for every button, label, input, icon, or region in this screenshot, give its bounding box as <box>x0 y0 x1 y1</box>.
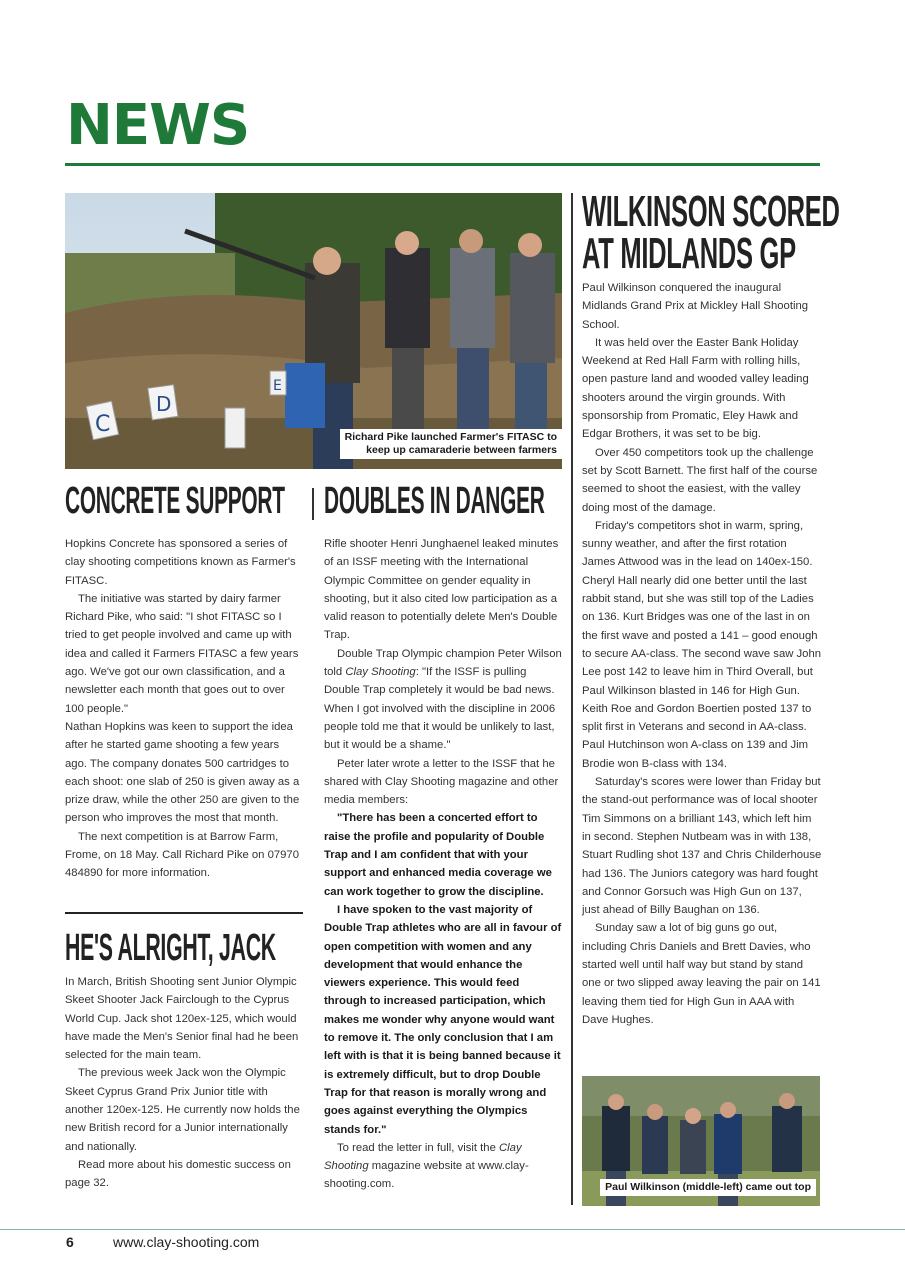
headline-divider <box>312 488 314 520</box>
stand-sign-d: D <box>156 392 172 416</box>
headline-line: WILKINSON SCORED <box>582 187 840 236</box>
photo-shooters-image <box>65 193 562 469</box>
paragraph: Read more about his domestic success on page 32. <box>65 1158 291 1190</box>
photo-winners-caption: Paul Wilkinson (middle-left) came out top <box>600 1179 816 1196</box>
stand-sign-c: C <box>95 412 111 437</box>
quote-paragraph: "There has been a concerted effort to raise the profile and popularity of Double Trap and I am confident that with your support and enhanced media coverage we can work together to grow the discipline. <box>324 812 552 898</box>
paragraph: Rifle shooter Henri Junghaenel leaked minutes of an ISSF meeting with the International Olympic Committee on gender equality in shooting, but it also cited low participation as a valid reason to potentially delete Men's Double Trap. <box>324 538 559 642</box>
paragraph: Hopkins Concrete has sponsored a series of clay shooting competitions known as Farmer's FITASC. <box>65 538 296 587</box>
masthead-title: NEWS <box>66 93 250 158</box>
paragraph: In March, British Shooting sent Junior Olympic Skeet Shooter Jack Fairclough to the Cyprus World Cup. Jack shot 120ex-125, which would have made the Men's Senior final had he been selected for the main team. <box>65 976 299 1062</box>
paragraph: Peter later wrote a letter to the ISSF that he shared with Clay Shooting magazine and other media members: <box>324 757 559 807</box>
photo-shooters <box>65 193 562 469</box>
concrete-article <box>65 535 303 883</box>
paragraph <box>324 645 562 755</box>
doubles-article <box>324 535 562 1194</box>
paragraph: Saturday's scores were lower than Friday but the stand-out performance was of local shooter Tim Simmons on a brilliant 143, which left him in second. Stephen Nutbeam was in with 138, Stuart Rudling shot 137 and Chris Childerhouse had 136. The Juniors category was hard fought and Connor Gorsuch was High Gun on 137, just ahead of Billy Baughan on 136. <box>582 776 822 917</box>
page-number: 6 <box>66 1234 74 1250</box>
magazine-name: Clay Shooting <box>345 666 416 679</box>
paragraph: The initiative was started by dairy farmer Richard Pike, who said: "I shot FITASC so I tried to get people involved and came up with idea and called it Farmers FITASC a few years ago. We've got our own classification, and a newsletter each month that goes out to over 100 people." <box>65 592 299 715</box>
photo-shooters-caption <box>340 429 562 459</box>
photo-winners <box>582 1076 820 1206</box>
paragraph: The previous week Jack won the Olympic Skeet Cyprus Grand Prix Junior title with another 120ex-125. He currently now holds the new British record for a Junior internationally and nationally. <box>65 1067 300 1153</box>
paragraph: Friday's competitors shot in warm, spring, sunny weather, and after the first rotation James Attwood was in the lead on 140ex-150. Cheryl Hall nearly did one better until the last rabbit stand, but she was still top of the Ladies on 136. Kurt Bridges was one of the last in on the first wave and posted a 141 – good enough to secure AA-class. The second wave saw John Lee post 142 to leave him in Third Overall, but Paul Wilkinson blasted in 146 for High Gun. Keith Roe and Gordon Boertien posted 137 to split first in Veterans and second in AA-class. Paul Hutchinson won A-class on 139 and Jim Brodie won B-class with 134. <box>582 519 822 770</box>
text: Double Trap Olympic champion Peter Wilson told <box>324 647 562 679</box>
jack-headline: HE'S ALRIGHT, JACK <box>65 927 276 969</box>
text: : "If the ISSF is pulling Double Trap completely it would be bad news. When I got involved with the discipline in 2006 people told me that it would be unlikely to last, but it would be a shame." <box>324 666 556 752</box>
doubles-headline: DOUBLES IN DANGER <box>324 480 545 522</box>
concrete-headline: CONCRETE SUPPORT <box>65 480 285 522</box>
text: To read the letter in full, visit the <box>337 1141 500 1154</box>
paragraph <box>324 1139 562 1194</box>
stand-sign-e: E <box>273 378 282 394</box>
magazine-name: Clay Shooting <box>324 1141 522 1173</box>
masthead-rule <box>65 163 820 166</box>
paragraph: Over 450 competitors took up the challenge set by Scott Barnett. The first half of the course seemed to shoot the easiest, with the valley doing most of the damage. <box>582 446 818 514</box>
caption-line: Richard Pike launched Farmer's FITASC to <box>344 431 557 443</box>
headline-line: AT MIDLANDS GP <box>582 229 796 278</box>
wilkinson-headline <box>582 187 840 278</box>
quote-paragraph: I have spoken to the vast majority of Double Trap athletes who are all in favour of open competition with women and any development that would enhance the viewers experience. This would feed through to increased participation, which makes me wonder why anyone would want to remove it. The only conclusion that I am left with is that it is being banned because it is extremely difficult, but to drop Double Trap for that reason is morally wrong and goes against everything the Olympics stands for." <box>324 903 562 1136</box>
paragraph: Sunday saw a lot of big guns go out, including Chris Daniels and Brett Davies, who started well until half way but stand by stand one or two slipped away leaving the pair on 141 leaving them tied for High Gun in AAA with Dave Hughes. <box>582 922 821 1026</box>
article-divider <box>65 912 303 914</box>
footer-rule <box>0 1229 905 1230</box>
paragraph: The next competition is at Barrow Farm, Frome, on 18 May. Call Richard Pike on 07970 484890 for more information. <box>65 830 300 880</box>
paragraph: Paul Wilkinson conquered the inaugural Midlands Grand Prix at Mickley Hall Shooting School. <box>582 282 809 331</box>
footer-website: www.clay-shooting.com <box>113 1234 260 1250</box>
paragraph: It was held over the Easter Bank Holiday Weekend at Red Hall Farm with rolling hills, open pasture land and wooded valley leading shooters around the virgin grounds. With sponsorship from Promatic, Eley Hawk and Edgar Brothers, it was set to be big. <box>582 336 809 441</box>
caption-line: keep up camaraderie between farmers <box>366 444 557 456</box>
jack-article <box>65 973 303 1193</box>
column-divider <box>571 193 573 1205</box>
paragraph: Nathan Hopkins was keen to support the idea after he started game shooting a few years ago. The company donates 500 cartridges to each shoot: one slab of 250 is given away as a prize draw, while the other 250 are given to the person who improves the most that month. <box>65 720 300 825</box>
text: magazine website at www.clay-shooting.com. <box>324 1160 529 1191</box>
wilkinson-article <box>582 279 822 1029</box>
